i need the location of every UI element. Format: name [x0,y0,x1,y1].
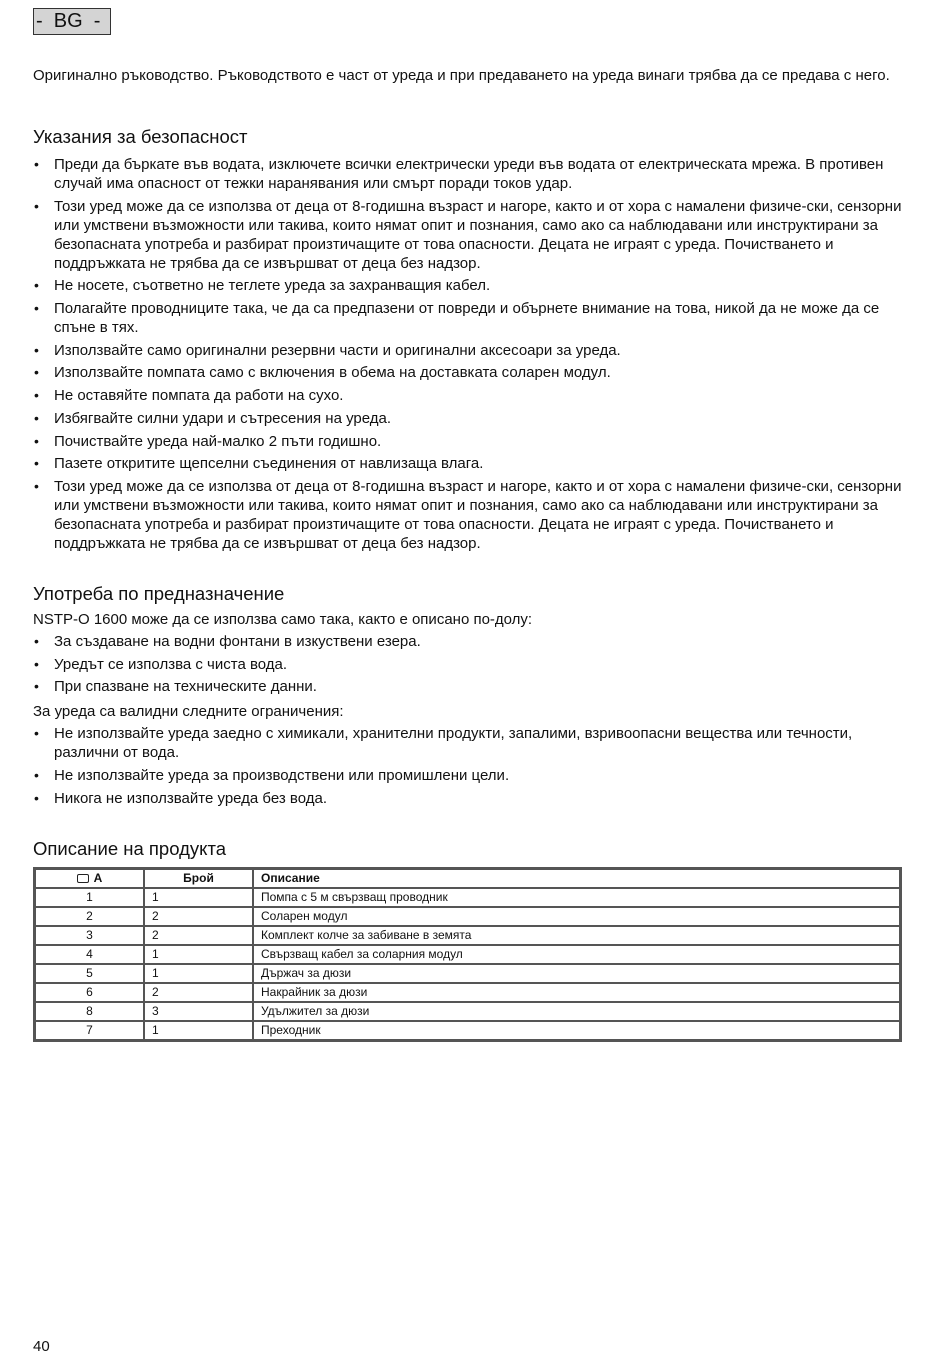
intended-use-lead: NSTP-O 1600 може да се използва само така, както е описано по-долу: [33,610,533,628]
intended-use-list [33,632,905,696]
cell-desc: Комплект колче за забиване в земята [253,926,901,945]
table-row [35,907,901,926]
cell-pos: 3 [35,926,145,945]
list-item: • Този уред може да се използва от деца от 8-годишна възраст и нагоре, както и от хора с намалени физиче-ски, сензорни или умствени възможности или такива, които нямат опит и познания, само ако са наблюдавани или инструктирани за безопасната употреба и разбират произтичащите от това опасности. Децата не играят с уреда. Почистването и поддръжката не трябва да се извършват от деца без надзор. [33,197,905,273]
list-item: • За създаване на водни фонтани в изкуствени езера. [33,632,905,651]
parts-table [33,867,902,1042]
cell-qty: 2 [144,907,253,926]
table-row [35,926,901,945]
cell-desc: Соларен модул [253,907,901,926]
list-item: • Преди да бъркате във водата, изключете всички електрически уреди във водата от електрическата мрежа. В противен случай има опасност от тежки наранявания или смърт поради токов удар. [33,155,905,193]
list-item: • Използвайте само оригинални резервни части и оригинални аксесоари за уреда. [33,341,905,360]
cell-pos: 7 [35,1021,145,1041]
restrictions-list [33,724,905,807]
table-header-row [35,868,901,888]
cell-pos: 6 [35,983,145,1002]
cell-desc: Държач за дюзи [253,964,901,983]
list-item: • Никога не използвайте уреда без вода. [33,789,905,808]
cell-qty: 1 [144,1021,253,1041]
safety-list [33,155,905,553]
cell-desc: Помпа с 5 м свързващ проводник [253,888,901,907]
cell-desc: Преходник [253,1021,901,1041]
list-item: • Пазете откритите щепселни съединения от навлизаща влага. [33,454,905,473]
cell-qty: 1 [144,945,253,964]
column-header-qty: Брой [144,868,253,888]
cell-qty: 1 [144,964,253,983]
table-row [35,888,901,907]
cell-pos: 2 [35,907,145,926]
list-item: • Полагайте проводниците така, че да са предпазени от повреди и обърнете внимание на това, никой да не може да се спъне в тях. [33,299,905,337]
cell-desc: Удължител за дюзи [253,1002,901,1021]
cell-pos: 1 [35,888,145,907]
cell-desc: Накрайник за дюзи [253,983,901,1002]
list-item: • Този уред може да се използва от деца от 8-годишна възраст и нагоре, както и от хора с намалени физиче-ски, сензорни или умствени възможности или такива, които нямат опит и познания, само ако са наблюдавани или инструктирани за безопасната употреба и разбират произтичащите от това опасности. Децата не играят с уреда. Почистването и поддръжката не трябва да се извършват от деца без надзор. [33,477,905,553]
box-icon [77,874,89,883]
list-item: • Не носете, съответно не теглете уреда за захранващия кабел. [33,276,905,295]
list-item: • Не оставяйте помпата да работи на сухо. [33,386,905,405]
intro-text: Оригинално ръководство. Ръководството е част от уреда и при предаването на уреда винаги трябва да се предава с него. [33,67,890,84]
list-item: • Не използвайте уреда за производствени или промишлени цели. [33,766,905,785]
cell-qty: 3 [144,1002,253,1021]
cell-pos: 5 [35,964,145,983]
table-row [35,1002,901,1021]
list-item: • Не използвайте уреда заедно с химикали, хранителни продукти, запалими, взривоопасни вещества или течности, различни от вода. [33,724,905,762]
safety-heading: Указания за безопасност [33,126,248,147]
cell-qty: 2 [144,926,253,945]
table-row [35,1021,901,1041]
list-item: • Избягвайте силни удари и сътресения на уреда. [33,409,905,428]
table-row [35,983,901,1002]
language-tag: - BG - [33,8,111,35]
list-item: • При спазване на техническите данни. [33,677,905,696]
cell-qty: 2 [144,983,253,1002]
intended-use-heading: Употреба по предназначение [33,582,285,604]
table-row [35,964,901,983]
cell-qty: 1 [144,888,253,907]
page-content [33,66,905,1042]
list-item: • Уредът се използва с чиста вода. [33,655,905,674]
cell-pos: 8 [35,1002,145,1021]
list-item: • Използвайте помпата само с включения в обема на доставката соларен модул. [33,363,905,382]
list-item: • Почиствайте уреда най-малко 2 пъти годишно. [33,432,905,451]
restrictions-lead: За уреда са валидни следните ограничения: [33,703,344,721]
column-header-desc: Описание [253,868,901,888]
cell-pos: 4 [35,945,145,964]
column-header-pos: A [35,868,145,888]
table-row [35,945,901,964]
product-heading: Описание на продукта [33,837,226,859]
page-number: 40 [33,1338,50,1355]
cell-desc: Свързващ кабел за соларния модул [253,945,901,964]
